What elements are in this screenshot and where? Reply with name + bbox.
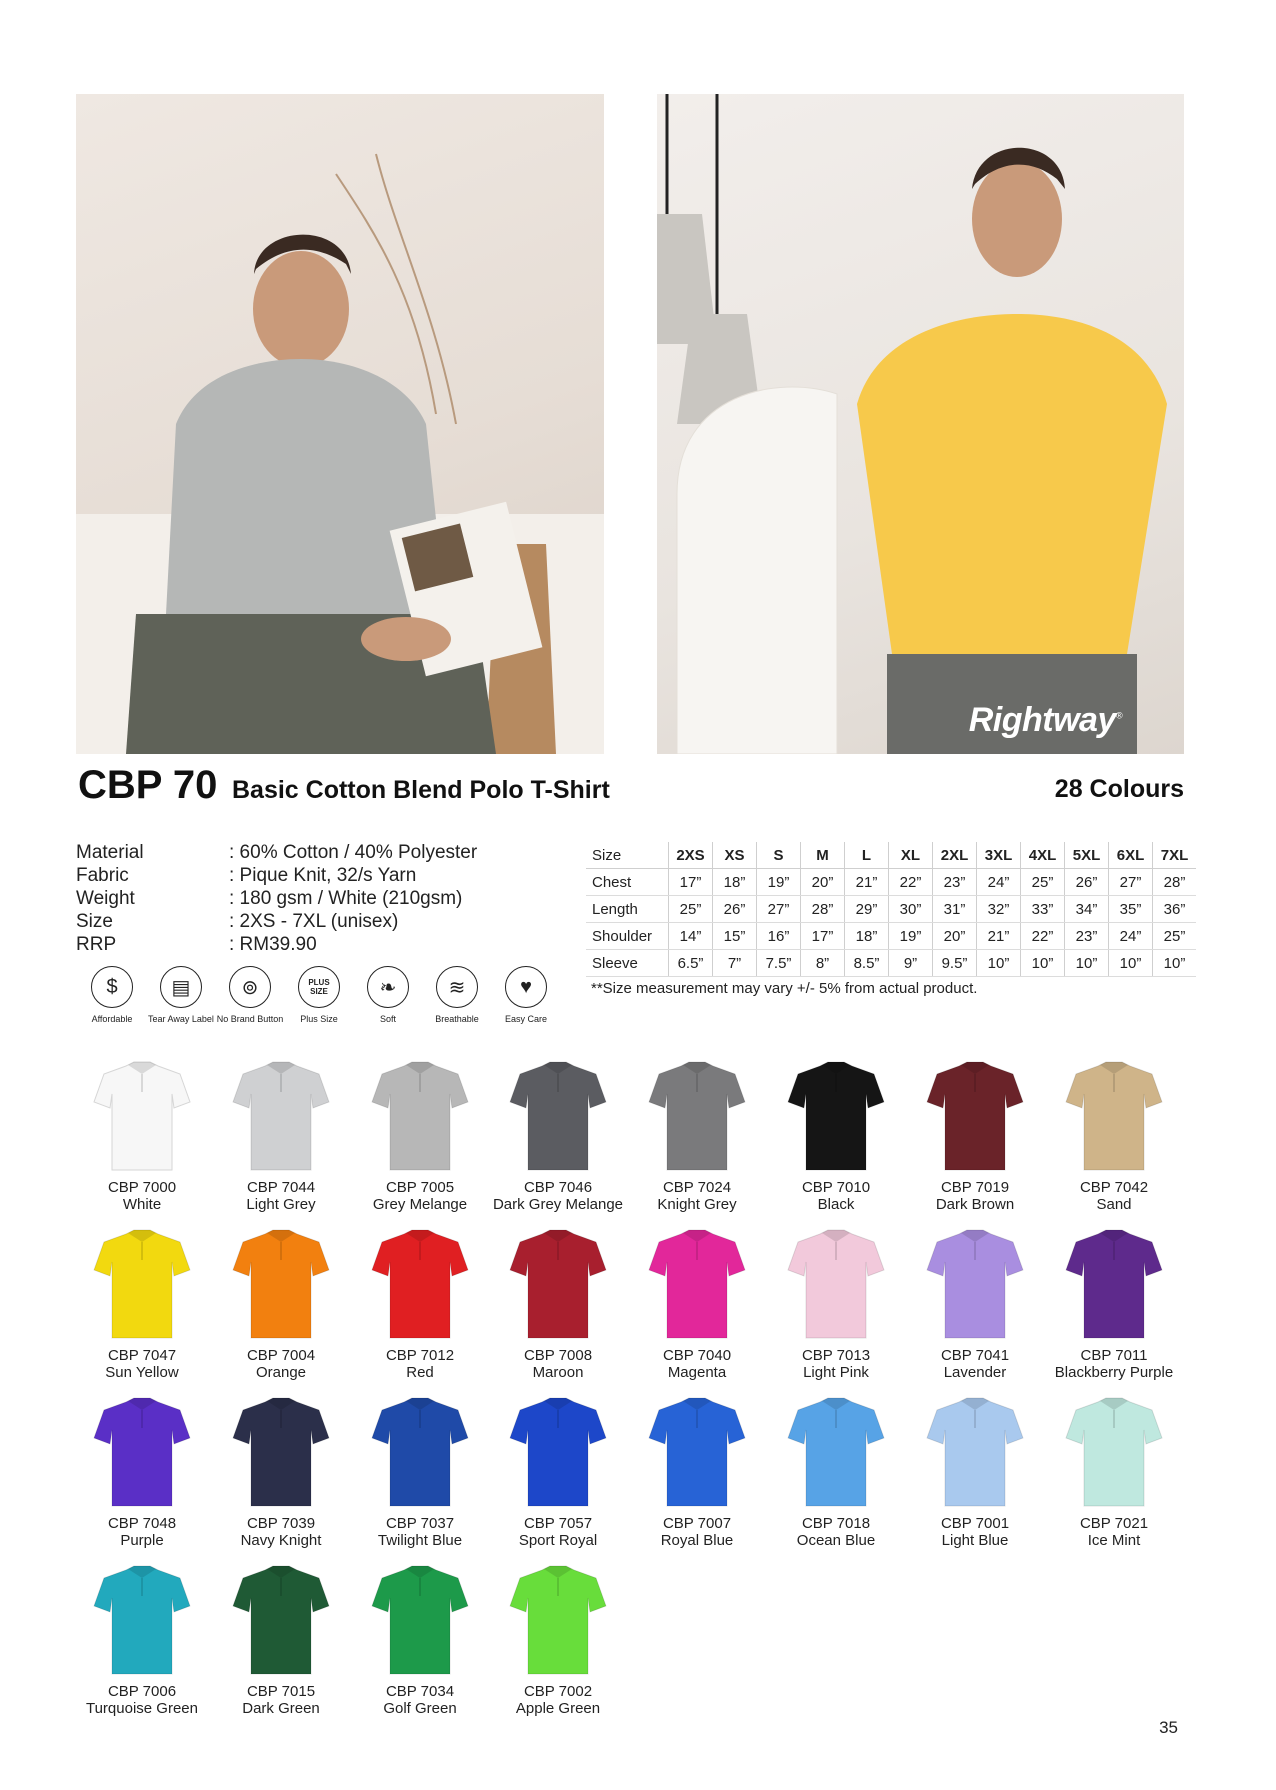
spec-row-fabric	[76, 865, 506, 888]
colour-swatch	[627, 1226, 767, 1381]
size-row	[586, 896, 1196, 923]
plus-size-icon: PLUS SIZE	[298, 966, 340, 1008]
size-cell: 18”	[713, 869, 757, 896]
size-cell: 20”	[801, 869, 845, 896]
polo-shirt-icon	[508, 1058, 608, 1176]
colour-name: Sand	[1096, 1196, 1132, 1213]
colour-swatch	[766, 1226, 906, 1381]
spec-label: Material	[76, 842, 144, 863]
size-header-label: Size	[586, 842, 669, 869]
size-cell: 14”	[669, 923, 713, 950]
polo-shirt-icon	[925, 1226, 1025, 1344]
polo-shirt-icon	[786, 1226, 886, 1344]
polo-shirt-icon	[92, 1394, 192, 1512]
size-header-cell: S	[757, 842, 801, 869]
colour-swatch	[627, 1058, 767, 1213]
colour-swatch	[211, 1058, 351, 1213]
colour-code: CBP 7048	[107, 1515, 177, 1532]
spec-label: RRP	[76, 934, 117, 955]
colour-swatch	[488, 1058, 628, 1213]
size-cell: 10”	[1021, 950, 1065, 977]
polo-shirt-icon	[786, 1394, 886, 1512]
feather-icon: ❧	[367, 966, 409, 1008]
spec-row-rrp	[76, 934, 506, 957]
size-cell: 6.5”	[669, 950, 713, 977]
colour-swatch	[211, 1562, 351, 1717]
size-cell: 9.5”	[933, 950, 977, 977]
size-row	[586, 950, 1196, 977]
colour-swatch	[211, 1394, 351, 1549]
colour-count: 28 Colours	[1054, 775, 1184, 803]
polo-shirt-icon	[925, 1058, 1025, 1176]
polo-shirt-icon	[231, 1058, 331, 1176]
spec-label: Weight	[76, 888, 135, 909]
product-name: Basic Cotton Blend Polo T-Shirt	[232, 776, 610, 804]
size-header-cell: 7XL	[1153, 842, 1197, 869]
size-cell: 27”	[757, 896, 801, 923]
size-cell: 29”	[845, 896, 889, 923]
colour-name: Ocean Blue	[796, 1532, 876, 1549]
size-row-label: Shoulder	[586, 923, 669, 950]
colour-swatch	[350, 1562, 490, 1717]
colour-swatch	[1044, 1058, 1184, 1213]
polo-shirt-icon	[508, 1226, 608, 1344]
colour-name: Black	[817, 1196, 855, 1213]
colour-swatch	[72, 1226, 212, 1381]
size-cell: 22”	[1021, 923, 1065, 950]
size-row-label: Chest	[586, 869, 669, 896]
spec-value: : 2XS - 7XL (unisex)	[229, 911, 399, 932]
colour-name: Dark Green	[242, 1700, 320, 1717]
size-cell: 21”	[977, 923, 1021, 950]
feature-label: Easy Care	[504, 1014, 548, 1024]
colour-name: Lavender	[943, 1364, 1007, 1381]
size-cell: 10”	[1109, 950, 1153, 977]
colour-swatch	[766, 1394, 906, 1549]
polo-shirt-icon	[231, 1394, 331, 1512]
colour-name: Magenta	[667, 1364, 727, 1381]
feature-tear-away-label	[145, 966, 217, 1025]
spec-label: Fabric	[76, 865, 129, 886]
polo-shirt-icon	[925, 1394, 1025, 1512]
button-icon: ⊚	[229, 966, 271, 1008]
colour-code: CBP 7000	[107, 1179, 177, 1196]
model-photo-grey-polo	[76, 94, 604, 754]
feature-label: Affordable	[91, 1014, 133, 1024]
colour-name: Dark Grey Melange	[492, 1196, 624, 1213]
feature-icons	[76, 966, 556, 1041]
feature-breathable	[421, 966, 493, 1025]
polo-shirt-icon	[786, 1058, 886, 1176]
polo-shirt-icon	[1064, 1394, 1164, 1512]
colour-name: Blackberry Purple	[1054, 1364, 1174, 1381]
size-header-cell: M	[801, 842, 845, 869]
colour-swatch	[211, 1226, 351, 1381]
colour-name: Ice Mint	[1087, 1532, 1141, 1549]
product-specs	[76, 842, 506, 957]
colour-name: Navy Knight	[240, 1532, 322, 1549]
size-note: **Size measurement may vary +/- 5% from actual product.	[591, 980, 978, 997]
size-cell: 28”	[1153, 869, 1197, 896]
colour-name: Purple	[120, 1532, 164, 1549]
colour-code: CBP 7004	[246, 1347, 316, 1364]
size-cell: 10”	[1153, 950, 1197, 977]
colour-code: CBP 7044	[246, 1179, 316, 1196]
colour-code: CBP 7008	[523, 1347, 593, 1364]
size-cell: 19”	[889, 923, 933, 950]
colour-name: Light Pink	[803, 1364, 869, 1381]
colour-code: CBP 7024	[662, 1179, 732, 1196]
colour-swatch	[488, 1394, 628, 1549]
colour-name: Grey Melange	[372, 1196, 468, 1213]
colour-code: CBP 7057	[523, 1515, 593, 1532]
model-photo-yellow-polo	[657, 94, 1184, 754]
size-cell: 7”	[713, 950, 757, 977]
colour-name: Dark Brown	[935, 1196, 1015, 1213]
polo-shirt-icon	[647, 1226, 747, 1344]
size-cell: 18”	[845, 923, 889, 950]
colour-code: CBP 7001	[940, 1515, 1010, 1532]
polo-shirt-icon	[92, 1562, 192, 1680]
size-cell: 26”	[713, 896, 757, 923]
size-row-label: Sleeve	[586, 950, 669, 977]
polo-shirt-icon	[231, 1226, 331, 1344]
size-row	[586, 869, 1196, 896]
size-cell: 17”	[801, 923, 845, 950]
colour-code: CBP 7047	[107, 1347, 177, 1364]
colour-code: CBP 7034	[385, 1683, 455, 1700]
size-cell: 27”	[1109, 869, 1153, 896]
size-header-cell: 3XL	[977, 842, 1021, 869]
colour-swatch	[905, 1226, 1045, 1381]
size-cell: 25”	[669, 896, 713, 923]
colour-name: Sport Royal	[518, 1532, 598, 1549]
size-cell: 26”	[1065, 869, 1109, 896]
colour-code: CBP 7002	[523, 1683, 593, 1700]
feature-soft	[352, 966, 424, 1025]
spec-label: Size	[76, 911, 113, 932]
colour-code: CBP 7019	[940, 1179, 1010, 1196]
size-header-cell: 2XL	[933, 842, 977, 869]
brand-logo: Rightway®	[968, 701, 1122, 739]
size-cell: 25”	[1153, 923, 1197, 950]
colour-name: Sun Yellow	[105, 1364, 179, 1381]
size-header-cell: XS	[713, 842, 757, 869]
spec-value: : RM39.90	[229, 934, 317, 955]
size-cell: 24”	[977, 869, 1021, 896]
feature-label: No Brand Button	[216, 1014, 284, 1024]
size-header-cell: 5XL	[1065, 842, 1109, 869]
size-cell: 8”	[801, 950, 845, 977]
size-cell: 10”	[1065, 950, 1109, 977]
size-cell: 35”	[1109, 896, 1153, 923]
page-number: 35	[1159, 1718, 1178, 1737]
feature-label: Tear Away Label	[148, 1014, 214, 1024]
colour-name: Light Grey	[246, 1196, 316, 1213]
colour-swatch	[905, 1394, 1045, 1549]
spec-value: : 180 gsm / White (210gsm)	[229, 888, 463, 909]
colour-name: Apple Green	[515, 1700, 601, 1717]
size-cell: 28”	[801, 896, 845, 923]
size-header-row	[586, 842, 1196, 869]
polo-shirt-icon	[231, 1562, 331, 1680]
spec-row-size	[76, 911, 506, 934]
airflow-icon: ≋	[436, 966, 478, 1008]
colour-code: CBP 7012	[385, 1347, 455, 1364]
size-cell: 23”	[1065, 923, 1109, 950]
product-title-row	[78, 763, 1184, 813]
colour-code: CBP 7011	[1080, 1347, 1148, 1364]
polo-shirt-icon	[370, 1058, 470, 1176]
size-header-cell: 2XS	[669, 842, 713, 869]
colour-swatch	[350, 1058, 490, 1213]
feature-no-brand-button	[214, 966, 286, 1025]
size-cell: 23”	[933, 869, 977, 896]
colour-code: CBP 7007	[662, 1515, 732, 1532]
colour-swatch	[350, 1226, 490, 1381]
colour-code: CBP 7037	[385, 1515, 455, 1532]
size-cell: 7.5”	[757, 950, 801, 977]
size-cell: 25”	[1021, 869, 1065, 896]
size-cell: 8.5”	[845, 950, 889, 977]
size-cell: 19”	[757, 869, 801, 896]
colour-name: Light Blue	[941, 1532, 1009, 1549]
colour-swatch	[72, 1394, 212, 1549]
size-header-cell: 6XL	[1109, 842, 1153, 869]
polo-shirt-icon	[647, 1394, 747, 1512]
polo-shirt-icon	[1064, 1058, 1164, 1176]
feature-plus-size	[283, 966, 355, 1025]
colour-name: Turquoise Green	[85, 1700, 198, 1717]
polo-shirt-icon	[508, 1562, 608, 1680]
colour-name: White	[122, 1196, 162, 1213]
standing-model-illustration	[657, 94, 1184, 754]
colour-code: CBP 7015	[246, 1683, 316, 1700]
colour-code: CBP 7046	[523, 1179, 593, 1196]
size-cell: 30”	[889, 896, 933, 923]
colour-name: Maroon	[532, 1364, 584, 1381]
dollar-icon: $	[91, 966, 133, 1008]
heart-hand-icon: ♥	[505, 966, 547, 1008]
colour-name: Orange	[255, 1364, 307, 1381]
colour-code: CBP 7010	[801, 1179, 871, 1196]
spec-value: : Pique Knit, 32/s Yarn	[229, 865, 417, 886]
size-cell: 10”	[977, 950, 1021, 977]
label-icon: ▤	[160, 966, 202, 1008]
colour-name: Twilight Blue	[377, 1532, 463, 1549]
colour-swatch	[627, 1394, 767, 1549]
feature-label: Breathable	[435, 1014, 479, 1024]
size-cell: 15”	[713, 923, 757, 950]
size-row	[586, 923, 1196, 950]
colour-name: Red	[406, 1364, 434, 1381]
size-cell: 22”	[889, 869, 933, 896]
colour-code: CBP 7021	[1079, 1515, 1149, 1532]
polo-shirt-icon	[370, 1394, 470, 1512]
colour-code: CBP 7041	[940, 1347, 1010, 1364]
size-cell: 24”	[1109, 923, 1153, 950]
feature-affordable	[76, 966, 148, 1025]
polo-shirt-icon	[370, 1562, 470, 1680]
size-cell: 31”	[933, 896, 977, 923]
colour-code: CBP 7018	[801, 1515, 871, 1532]
feature-label: Soft	[379, 1014, 396, 1024]
colour-name: Knight Grey	[657, 1196, 737, 1213]
polo-shirt-icon	[370, 1226, 470, 1344]
size-cell: 20”	[933, 923, 977, 950]
colour-code: CBP 7005	[385, 1179, 455, 1196]
colour-swatch	[488, 1562, 628, 1717]
colour-code: CBP 7040	[662, 1347, 732, 1364]
size-chart-table	[586, 842, 1196, 977]
size-header-cell: 4XL	[1021, 842, 1065, 869]
polo-shirt-icon	[92, 1058, 192, 1176]
feature-easy-care	[490, 966, 562, 1025]
size-cell: 16”	[757, 923, 801, 950]
colour-swatch	[350, 1394, 490, 1549]
size-cell: 32”	[977, 896, 1021, 923]
colour-swatch	[488, 1226, 628, 1381]
colour-swatch	[1044, 1394, 1184, 1549]
size-row-label: Length	[586, 896, 669, 923]
polo-shirt-icon	[508, 1394, 608, 1512]
polo-shirt-icon	[647, 1058, 747, 1176]
feature-label: Plus Size	[300, 1014, 338, 1024]
size-cell: 21”	[845, 869, 889, 896]
spec-row-weight	[76, 888, 506, 911]
size-cell: 34”	[1065, 896, 1109, 923]
colour-swatch	[905, 1058, 1045, 1213]
size-cell: 33”	[1021, 896, 1065, 923]
colour-code: CBP 7013	[801, 1347, 871, 1364]
seated-model-illustration	[76, 94, 604, 754]
spec-row-material	[76, 842, 506, 865]
size-cell: 17”	[669, 869, 713, 896]
size-header-cell: XL	[889, 842, 933, 869]
size-cell: 36”	[1153, 896, 1197, 923]
polo-shirt-icon	[92, 1226, 192, 1344]
colour-swatch	[766, 1058, 906, 1213]
colour-name: Golf Green	[383, 1700, 457, 1717]
colour-swatch	[1044, 1226, 1184, 1381]
colour-swatch	[72, 1562, 212, 1717]
colour-code: CBP 7042	[1079, 1179, 1149, 1196]
size-cell: 9”	[889, 950, 933, 977]
colour-code: CBP 7039	[246, 1515, 316, 1532]
size-header-cell: L	[845, 842, 889, 869]
colour-name: Royal Blue	[660, 1532, 734, 1549]
product-code: CBP 70	[78, 763, 218, 807]
polo-shirt-icon	[1064, 1226, 1164, 1344]
spec-value: : 60% Cotton / 40% Polyester	[229, 842, 478, 863]
colour-code: CBP 7006	[107, 1683, 177, 1700]
colour-swatch	[72, 1058, 212, 1213]
